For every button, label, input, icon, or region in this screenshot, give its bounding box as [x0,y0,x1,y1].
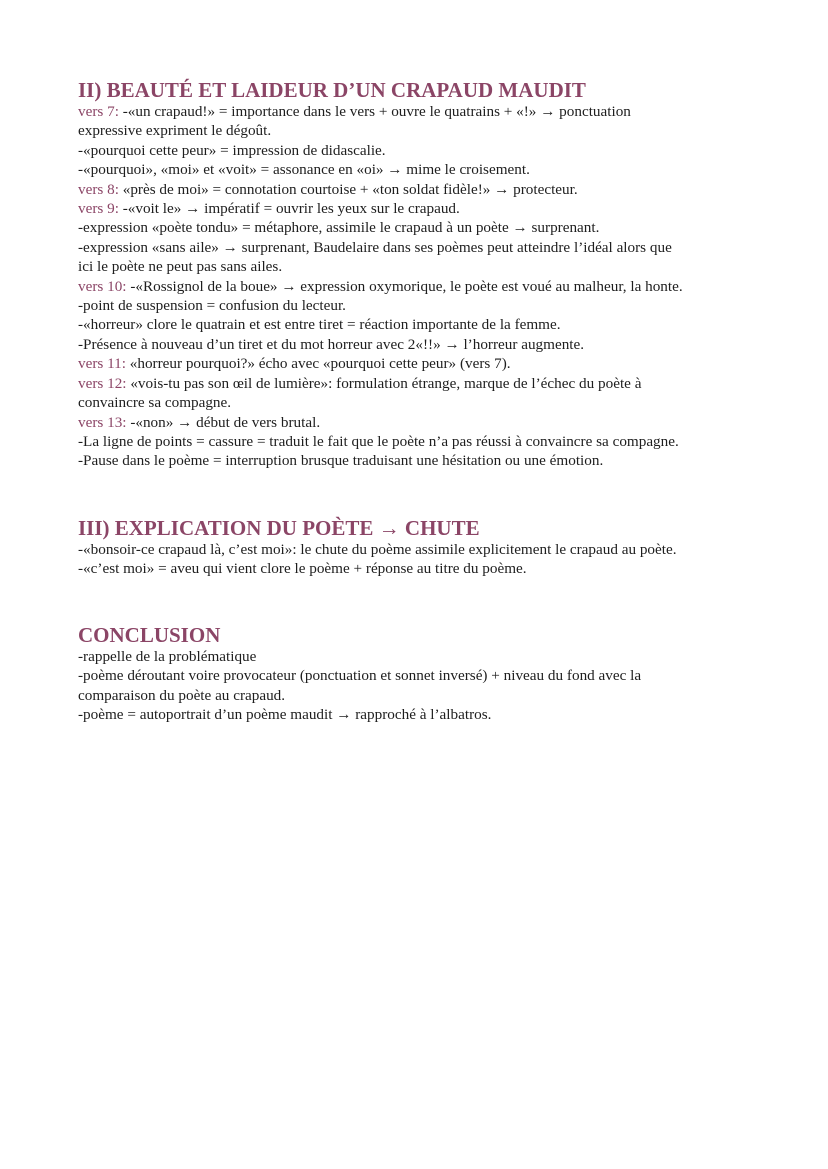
section-heading: CONCLUSION [78,623,221,647]
line-text: -«pourquoi», «moi» et «voit» = assonance en «oi» → mime le croisement. [78,161,530,179]
verse-label: vers 8: [78,180,119,198]
verse-label: vers 12: [78,374,127,392]
section-conclusion [78,623,641,725]
line-text: -poème déroutant voire provocateur (ponctuation et sonnet inversé) + niveau du fond avec la [78,667,642,685]
text-line [78,374,683,393]
line-text: -rappelle de la problématique [78,648,257,665]
line-text: -Pause dans le poème = interruption brusque traduisant une hésitation ou une émotion. [78,452,604,470]
text-line [78,141,683,160]
text-line [78,666,641,685]
verse-label: vers 7: [78,103,119,120]
text-line [78,257,683,276]
line-text: -«bonsoir-ce crapaud là, c’est moi»: le chute du poème assimile explicitement le crapaud au poète. [78,541,677,558]
section-heading: III) EXPLICATION DU POÈTE → CHUTE [78,516,480,540]
verse-label: vers 9: [78,200,119,218]
text-line [78,199,683,218]
verse-label: vers 13: [78,413,127,431]
line-text: -«c’est moi» = aveu qui vient clore le poème + réponse au titre du poème. [78,560,527,578]
text-line [78,354,683,373]
line-text: convaincre sa compagne. [78,394,232,412]
text-line [78,218,683,237]
line-text: -«un crapaud!» = importance dans le vers + ouvre le quatrains + «!» → ponctuation [118,103,631,120]
line-text: -«Rossignol de la boue» → expression oxymorique, le poète est voué au malheur, la honte. [126,277,683,295]
text-line [78,335,683,354]
line-text: -expression «sans aile» → surprenant, Baudelaire dans ses poèmes peut atteindre l’idéal alors que [78,238,672,256]
section-explication [78,516,677,579]
text-line [78,432,683,451]
text-line [78,315,683,334]
line-text: «près de moi» = connotation courtoise + «ton soldat fidèle!» → protecteur. [118,180,578,198]
line-text: -expression «poète tondu» = métaphore, assimile le crapaud à un poète → surprenant. [78,219,600,237]
verse-label: vers 10: [78,277,127,295]
line-text: -La ligne de points = cassure = traduit le fait que le poète n’a pas réussi à convaincre sa compagne. [78,432,679,450]
line-text: -poème = autoportrait d’un poème maudit → rapproché à l’albatros. [78,706,492,724]
line-text: «horreur pourquoi?» écho avec «pourquoi cette peur» (vers 7). [125,355,511,373]
verse-label: vers 11: [78,355,126,373]
section-body [78,647,641,725]
line-text: -«horreur» clore le quatrain et est entre tiret = réaction importante de la femme. [78,316,561,334]
text-line [78,296,683,315]
text-line [78,180,683,199]
line-text: -«non» → début de vers brutal. [126,413,321,431]
text-line [78,102,683,121]
section-heading: II) BEAUTÉ ET LAIDEUR D’UN CRAPAUD MAUDIT [78,78,586,102]
text-line [78,413,683,432]
text-line [78,393,683,412]
text-line [78,160,683,179]
text-line [78,121,683,140]
line-text: expressive expriment le dégoût. [78,122,272,140]
section-beaute-laideur [78,78,683,471]
text-line [78,559,677,578]
line-text: -point de suspension = confusion du lecteur. [78,297,346,315]
text-line [78,238,683,257]
line-text: -«voit le» → impératif = ouvrir les yeux sur le crapaud. [118,200,460,218]
text-line [78,686,641,705]
line-text: «vois-tu pas son œil de lumière»: formulation étrange, marque de l’échec du poète à [126,374,642,392]
text-line [78,647,641,666]
section-body [78,540,677,579]
line-text: -Présence à nouveau d’un tiret et du mot horreur avec 2«!!» → l’horreur augmente. [78,335,585,353]
line-text: comparaison du poète au crapaud. [78,686,286,704]
line-text: ici le poète ne peut pas sans ailes. [78,258,283,276]
text-line [78,705,641,724]
section-body [78,102,683,471]
text-line [78,451,683,470]
line-text: -«pourquoi cette peur» = impression de didascalie. [78,141,386,159]
text-line [78,277,683,296]
text-line [78,540,677,559]
